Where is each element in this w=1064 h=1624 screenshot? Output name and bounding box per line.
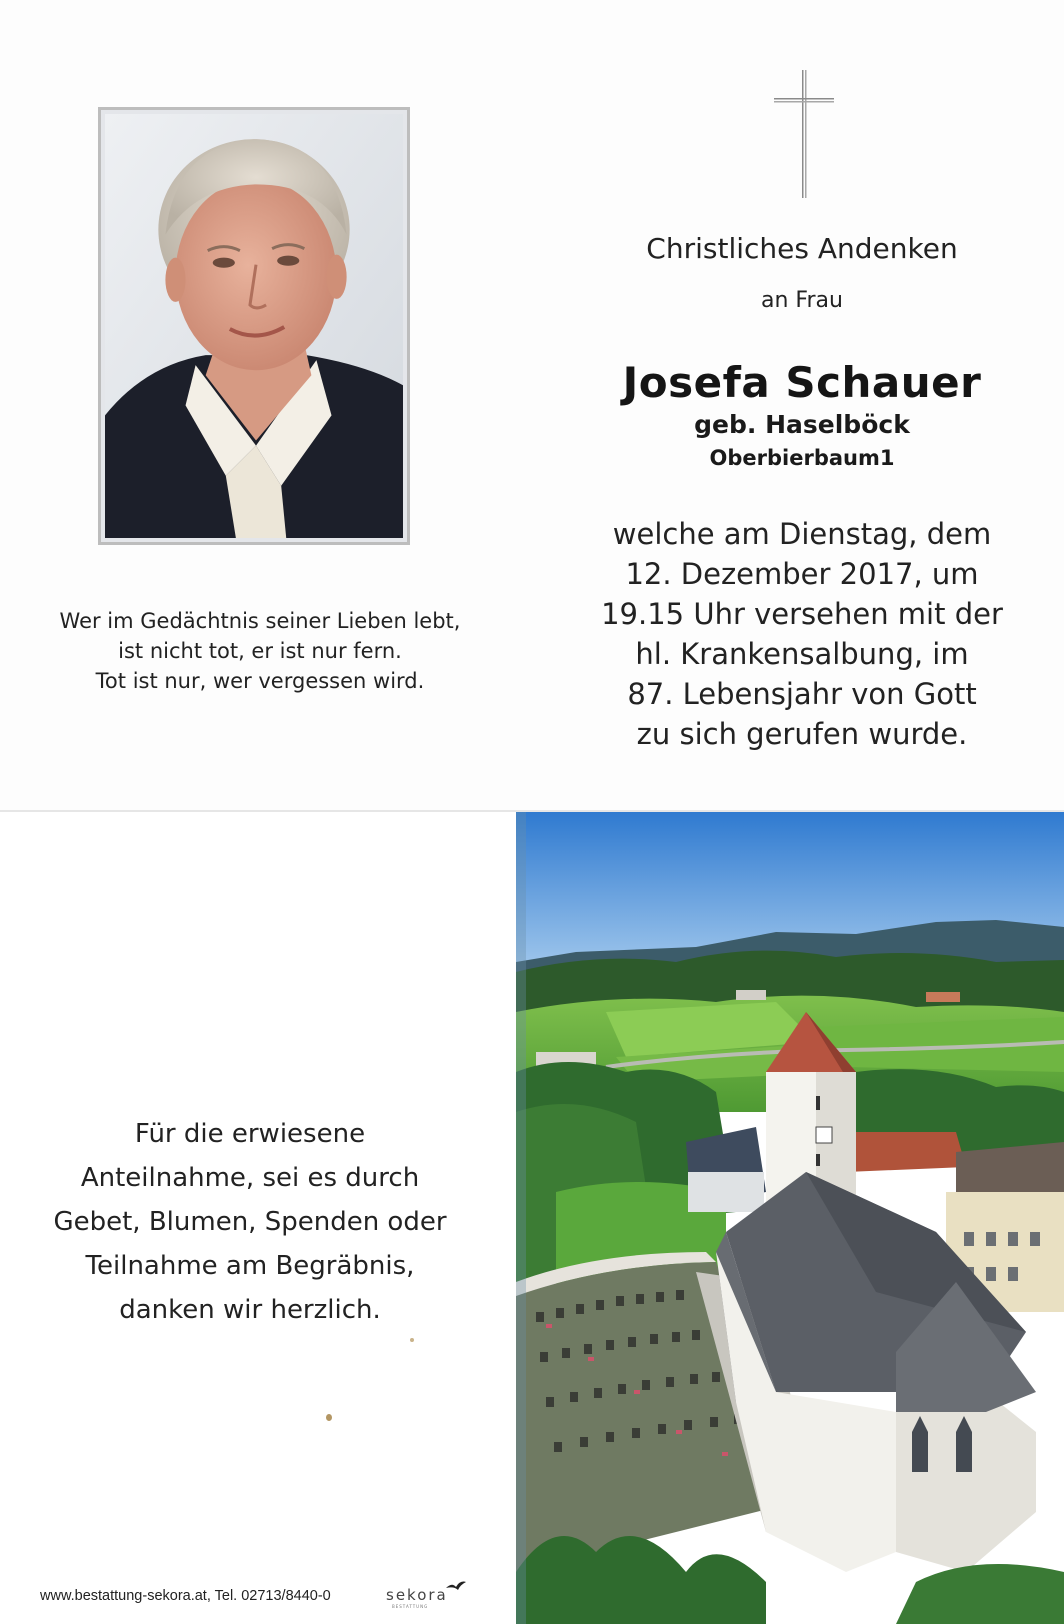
memorial-quote <box>30 606 490 696</box>
cross-icon <box>772 70 836 200</box>
sekora-logo <box>386 1580 466 1610</box>
logo-text: sekora <box>386 1586 448 1604</box>
memorial-text-panel <box>532 0 1064 810</box>
thanks-line: Für die erwiesene <box>134 1119 366 1149</box>
card-title: Christliches Andenken <box>646 232 958 265</box>
portrait-panel <box>0 0 532 810</box>
paper-speck <box>410 1338 414 1342</box>
footer-contact: www.bestattung-sekora.at, Tel. 02713/8440-0 <box>40 1588 331 1604</box>
bird-icon <box>446 1580 466 1594</box>
paper-speck <box>326 1414 332 1421</box>
death-notice-line: zu sich gerufen wurde. <box>636 717 968 751</box>
portrait-photo <box>105 114 403 538</box>
logo-subtext: BESTATTUNG <box>392 1604 429 1609</box>
thanks-line: danken wir herzlich. <box>119 1295 381 1325</box>
quote-line: ist nicht tot, er ist nur fern. <box>118 639 402 663</box>
quote-line: Wer im Gedächtnis seiner Lieben lebt, <box>59 609 461 633</box>
quote-line: Tot ist nur, wer vergessen wird. <box>95 669 425 693</box>
church-photo-panel <box>516 812 1064 1624</box>
death-notice-line: 19.15 Uhr versehen mit der <box>601 597 1003 631</box>
death-notice-line: hl. Krankensalbung, im <box>635 637 969 671</box>
death-notice-line: 87. Lebensjahr von Gott <box>627 677 977 711</box>
thanks-line: Anteilnahme, sei es durch <box>80 1163 420 1193</box>
death-notice <box>532 514 1064 754</box>
deceased-name: Josefa Schauer <box>622 358 982 407</box>
death-notice-line: welche am Dienstag, dem <box>612 517 992 551</box>
church-aerial-photo <box>516 812 1064 1624</box>
address: Oberbierbaum1 <box>709 446 895 470</box>
portrait-frame <box>98 107 410 545</box>
death-notice-line: 12. Dezember 2017, um <box>625 557 979 591</box>
birth-name: geb. Haselböck <box>694 410 910 439</box>
salutation: an Frau <box>761 288 843 313</box>
thanks-line: Teilnahme am Begräbnis, <box>85 1251 415 1281</box>
thanks-line: Gebet, Blumen, Spenden oder <box>53 1207 447 1237</box>
thanks-message <box>30 1112 470 1332</box>
